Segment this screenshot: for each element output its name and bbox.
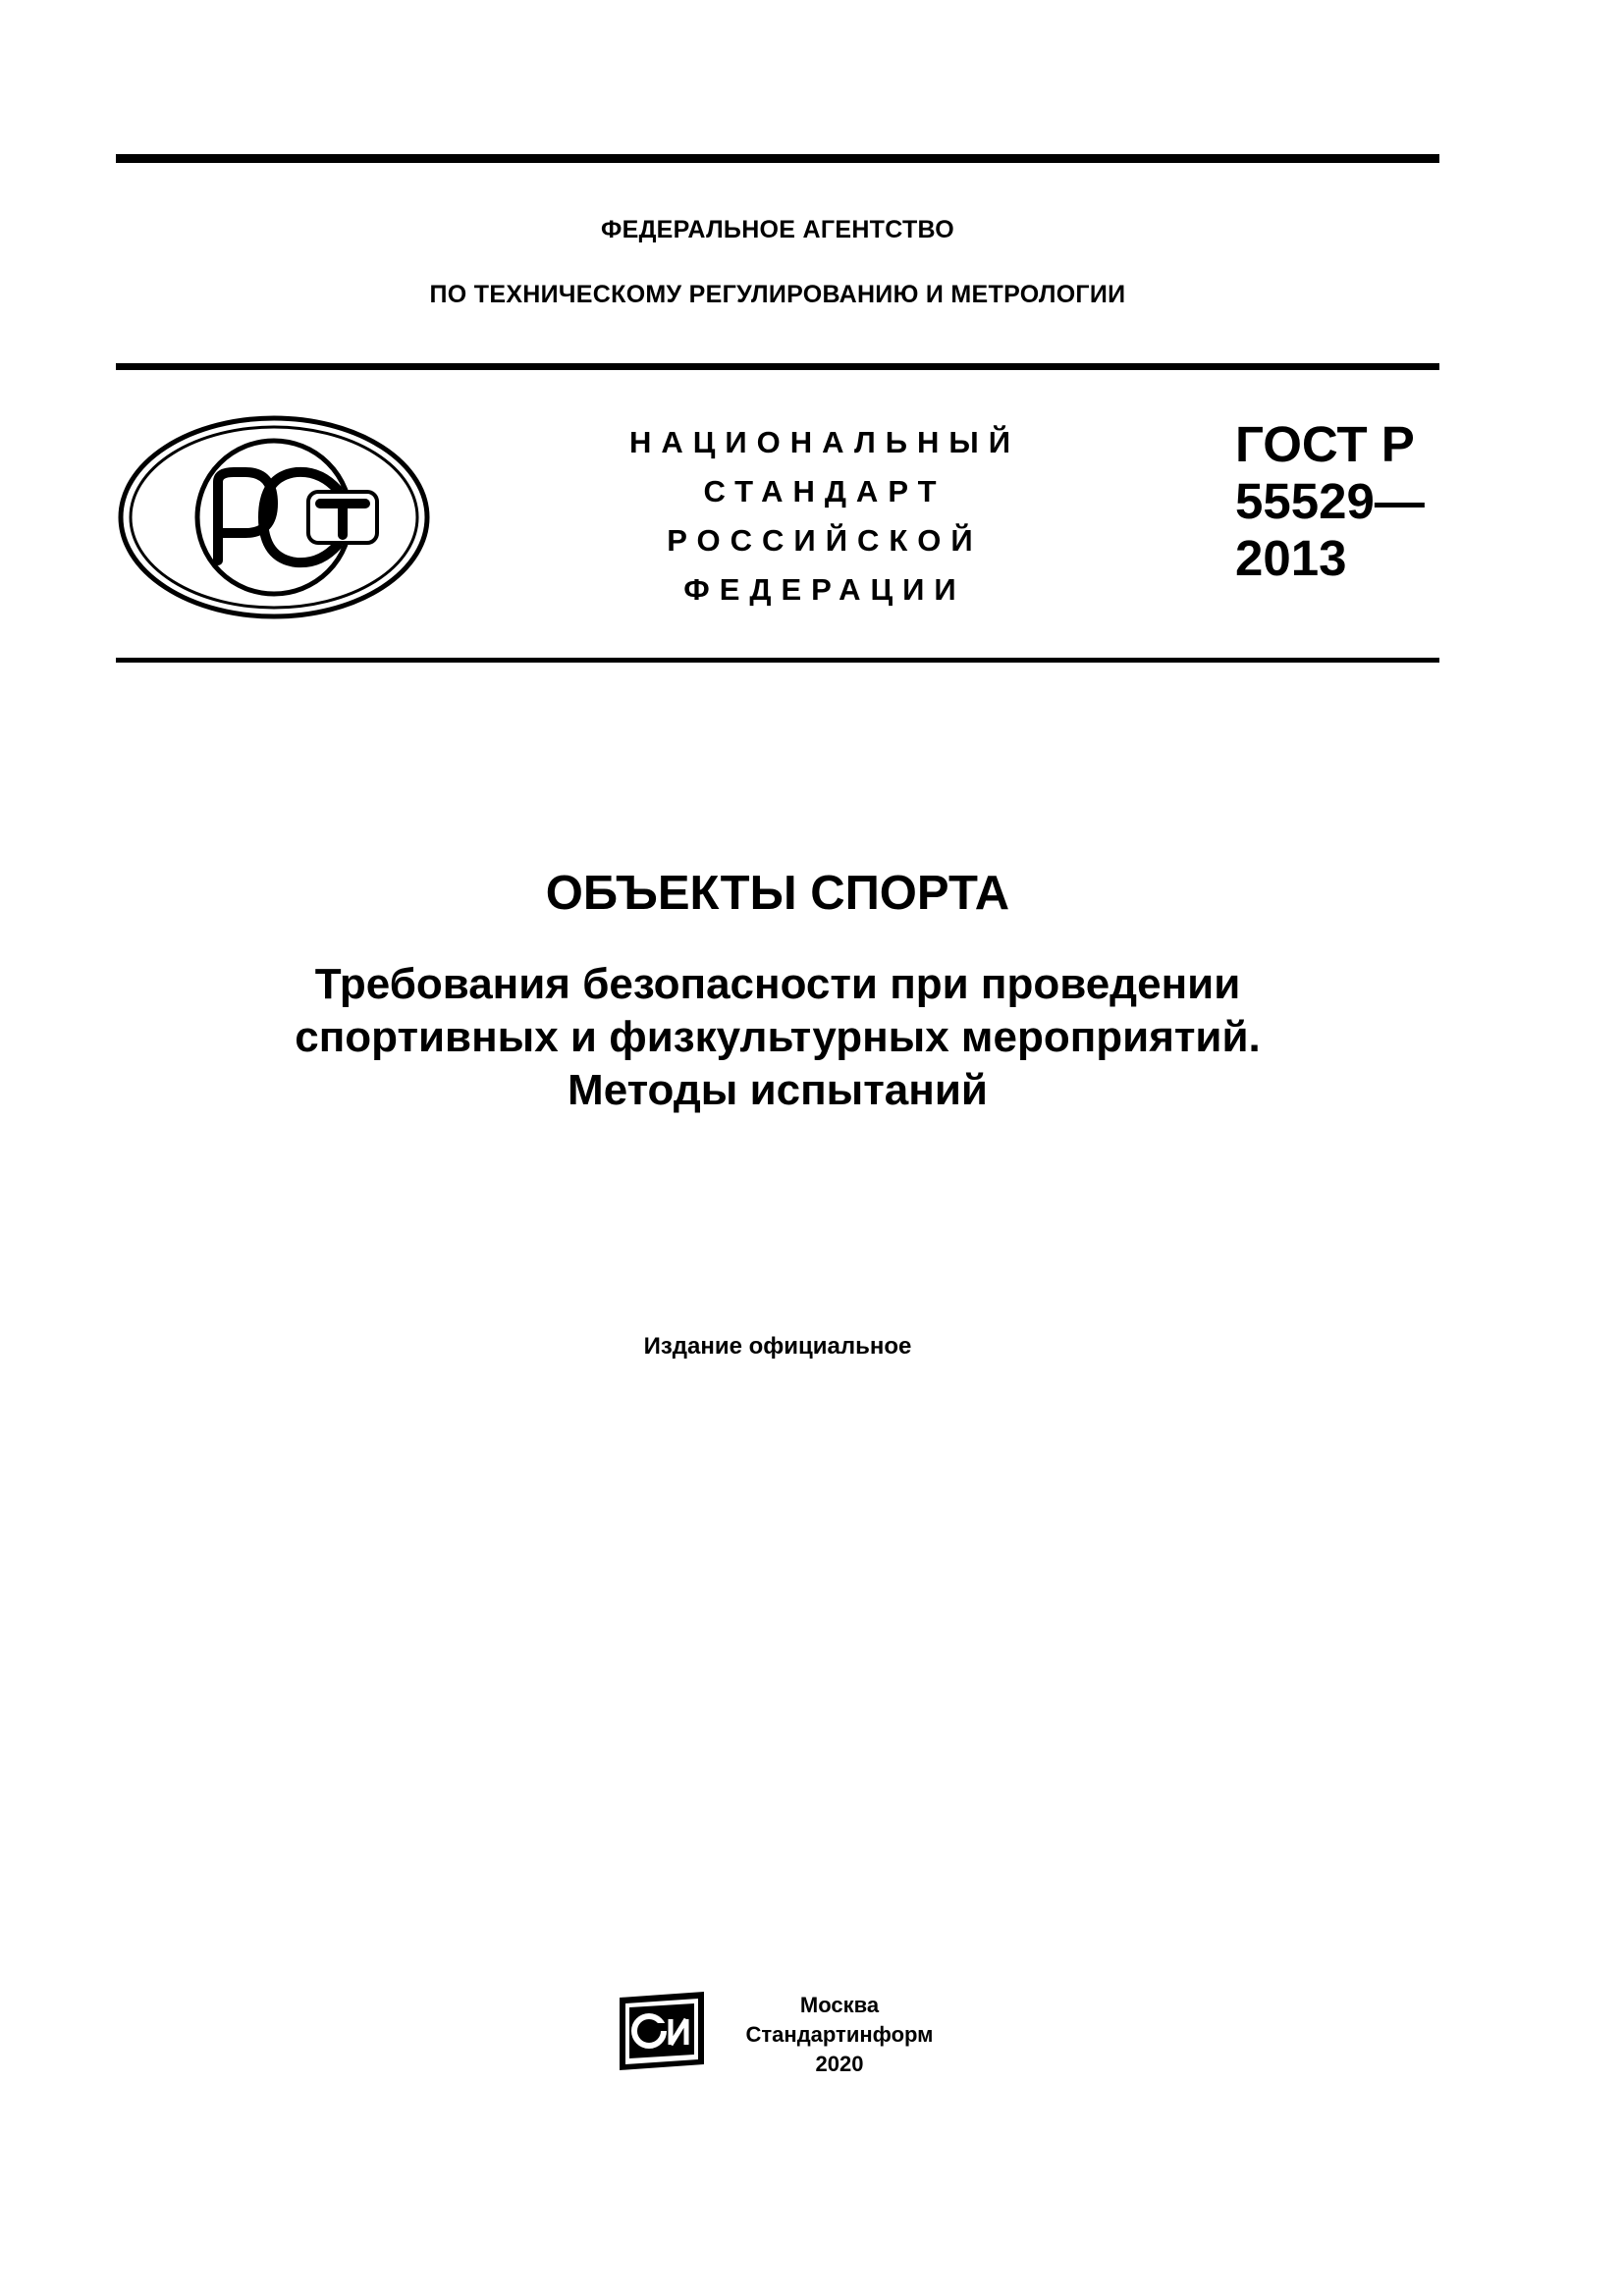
publication-year: 2020 bbox=[815, 2052, 864, 2076]
top-rule bbox=[116, 154, 1439, 163]
publisher-imprint bbox=[722, 1991, 957, 2079]
document-title: ОБЪЕКТЫ СПОРТА bbox=[545, 867, 1010, 920]
subtitle-line-1: Требования безопасности при проведении bbox=[314, 960, 1241, 1008]
designation-line-1: ГОСТ Р bbox=[1235, 416, 1415, 472]
subtitle-line-3: Методы испытаний bbox=[568, 1066, 988, 1114]
standard-designation bbox=[1235, 416, 1451, 587]
standard-type-line-1: НАЦИОНАЛЬНЫЙ bbox=[628, 425, 1021, 459]
standard-type bbox=[579, 418, 1070, 614]
designation-line-3: 2013 bbox=[1235, 530, 1347, 586]
designation-line-2: 55529— bbox=[1235, 473, 1425, 529]
standard-type-line-3: РОССИЙСКОЙ bbox=[667, 523, 983, 558]
subtitle-line-2: спортивных и физкультурных мероприятий. bbox=[295, 1013, 1261, 1061]
block-divider-rule bbox=[116, 658, 1439, 663]
standard-type-line-4: ФЕДЕРАЦИИ bbox=[683, 572, 966, 607]
document-subtitle bbox=[116, 958, 1439, 1117]
standard-type-line-2: СТАНДАРТ bbox=[703, 474, 947, 508]
header-divider-rule bbox=[116, 363, 1439, 370]
publisher-name: Стандартинформ bbox=[745, 2022, 934, 2047]
agency-name-line-2: ПО ТЕХНИЧЕСКОМУ РЕГУЛИРОВАНИЮ И МЕТРОЛОГИИ bbox=[429, 281, 1126, 308]
agency-name-line-1: ФЕДЕРАЛЬНОЕ АГЕНТСТВО bbox=[600, 216, 955, 243]
standartinform-logo-icon bbox=[614, 1990, 710, 2072]
edition-note: Издание официальное bbox=[643, 1333, 912, 1360]
publisher-city: Москва bbox=[799, 1993, 880, 2017]
rst-certification-mark-icon bbox=[116, 413, 432, 621]
